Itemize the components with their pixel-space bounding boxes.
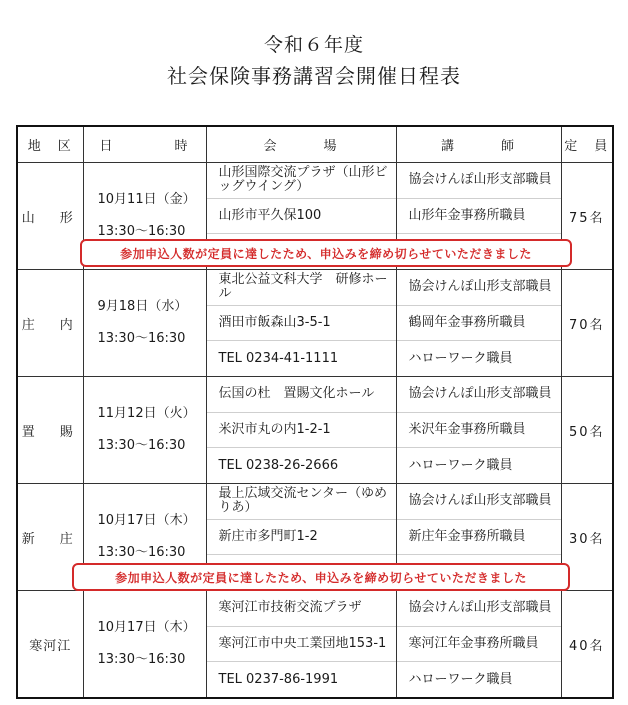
venue-address: 新庄市多門町1-2	[207, 520, 396, 556]
year-title: 令和６年度	[263, 34, 364, 56]
date-text: 10月17日（木）	[97, 620, 196, 635]
venue-name: 山形国際交流プラザ（山形ビッグウイング）	[207, 163, 396, 199]
capacity-cell: 30名	[561, 484, 613, 591]
time-text: 13:30～16:30	[97, 224, 186, 239]
lecturer-1: 協会けんぽ山形支部職員	[397, 163, 561, 199]
lecturer-2: 米沢年金事務所職員	[397, 413, 561, 449]
date-text: 11月12日（火）	[97, 406, 196, 421]
column-header-venue: 会 場	[206, 126, 396, 163]
venue-cell	[206, 377, 396, 484]
lecturer-3: ハローワーク職員	[408, 457, 513, 473]
column-header-lecturer: 講 師	[396, 126, 561, 163]
table-row	[17, 591, 613, 699]
time-text: 13:30～16:30	[97, 438, 186, 453]
lecturer-1: 協会けんぽ山形支部職員	[397, 484, 561, 520]
venue-name: 伝国の杜 置賜文化ホール	[207, 377, 396, 413]
capacity-cell: 70名	[561, 270, 613, 377]
lecturer-2: 鶴岡年金事務所職員	[397, 306, 561, 342]
venue-name: 東北公益文科大学 研修ホール	[207, 270, 396, 306]
page-title: 社会保険事務講習会開催日程表	[167, 64, 461, 88]
venue-phone: TEL 0234-41-1111	[218, 350, 339, 366]
lecturer-2: 寒河江年金事務所職員	[397, 627, 561, 663]
region-cell: 置 賜	[17, 377, 83, 484]
region-cell: 山 形	[17, 163, 83, 270]
time-text: 13:30～16:30	[97, 652, 186, 667]
datetime-cell	[83, 377, 206, 484]
venue-phone: TEL 0238-26-2666	[218, 457, 339, 473]
venue-address: 米沢市丸の内1-2-1	[207, 413, 396, 449]
datetime-cell	[83, 270, 206, 377]
date-text: 10月11日（金）	[97, 192, 196, 207]
lecturer-cell	[396, 270, 561, 377]
closed-notice-yamagata: 参加申込人数が定員に達したため、申込みを締め切らせていただきました	[80, 239, 572, 267]
lecturer-cell	[396, 377, 561, 484]
venue-cell	[206, 591, 396, 699]
venue-cell	[206, 270, 396, 377]
closed-notice-shinjo: 参加申込人数が定員に達したため、申込みを締め切らせていただきました	[72, 563, 570, 591]
lecturer-cell	[396, 591, 561, 699]
venue-phone: TEL 0237-86-1991	[218, 671, 339, 687]
schedule-table	[16, 125, 614, 699]
venue-address: 酒田市飯森山3-5-1	[207, 306, 396, 342]
time-text: 13:30～16:30	[97, 331, 186, 346]
capacity-cell: 50名	[561, 377, 613, 484]
venue-name: 寒河江市技術交流プラザ	[207, 591, 396, 627]
region-cell: 新 庄	[17, 484, 83, 591]
capacity-cell: 40名	[561, 591, 613, 699]
venue-address: 山形市平久保100	[207, 199, 396, 235]
time-text: 13:30～16:30	[97, 545, 186, 560]
lecturer-2: 新庄年金事務所職員	[397, 520, 561, 556]
region-cell: 庄 内	[17, 270, 83, 377]
column-header-datetime: 日 時	[83, 126, 206, 163]
lecturer-1: 協会けんぽ山形支部職員	[397, 591, 561, 627]
lecturer-1: 協会けんぽ山形支部職員	[397, 270, 561, 306]
lecturer-1: 協会けんぽ山形支部職員	[397, 377, 561, 413]
column-header-capacity: 定 員	[561, 126, 613, 163]
venue-name: 最上広域交流センター（ゆめりあ）	[207, 484, 396, 520]
datetime-cell	[83, 591, 206, 699]
region-cell: 寒河江	[17, 591, 83, 699]
table-row	[17, 270, 613, 377]
venue-address: 寒河江市中央工業団地153-1	[207, 627, 396, 663]
capacity-cell: 75名	[561, 163, 613, 270]
date-text: 9月18日（水）	[97, 299, 188, 314]
table-row	[17, 377, 613, 484]
date-text: 10月17日（木）	[97, 513, 196, 528]
lecturer-3: ハローワーク職員	[408, 671, 513, 687]
lecturer-3: ハローワーク職員	[408, 350, 513, 366]
column-header-region: 地 区	[17, 126, 83, 163]
table-header-row	[17, 126, 613, 163]
lecturer-2: 山形年金事務所職員	[397, 199, 561, 235]
